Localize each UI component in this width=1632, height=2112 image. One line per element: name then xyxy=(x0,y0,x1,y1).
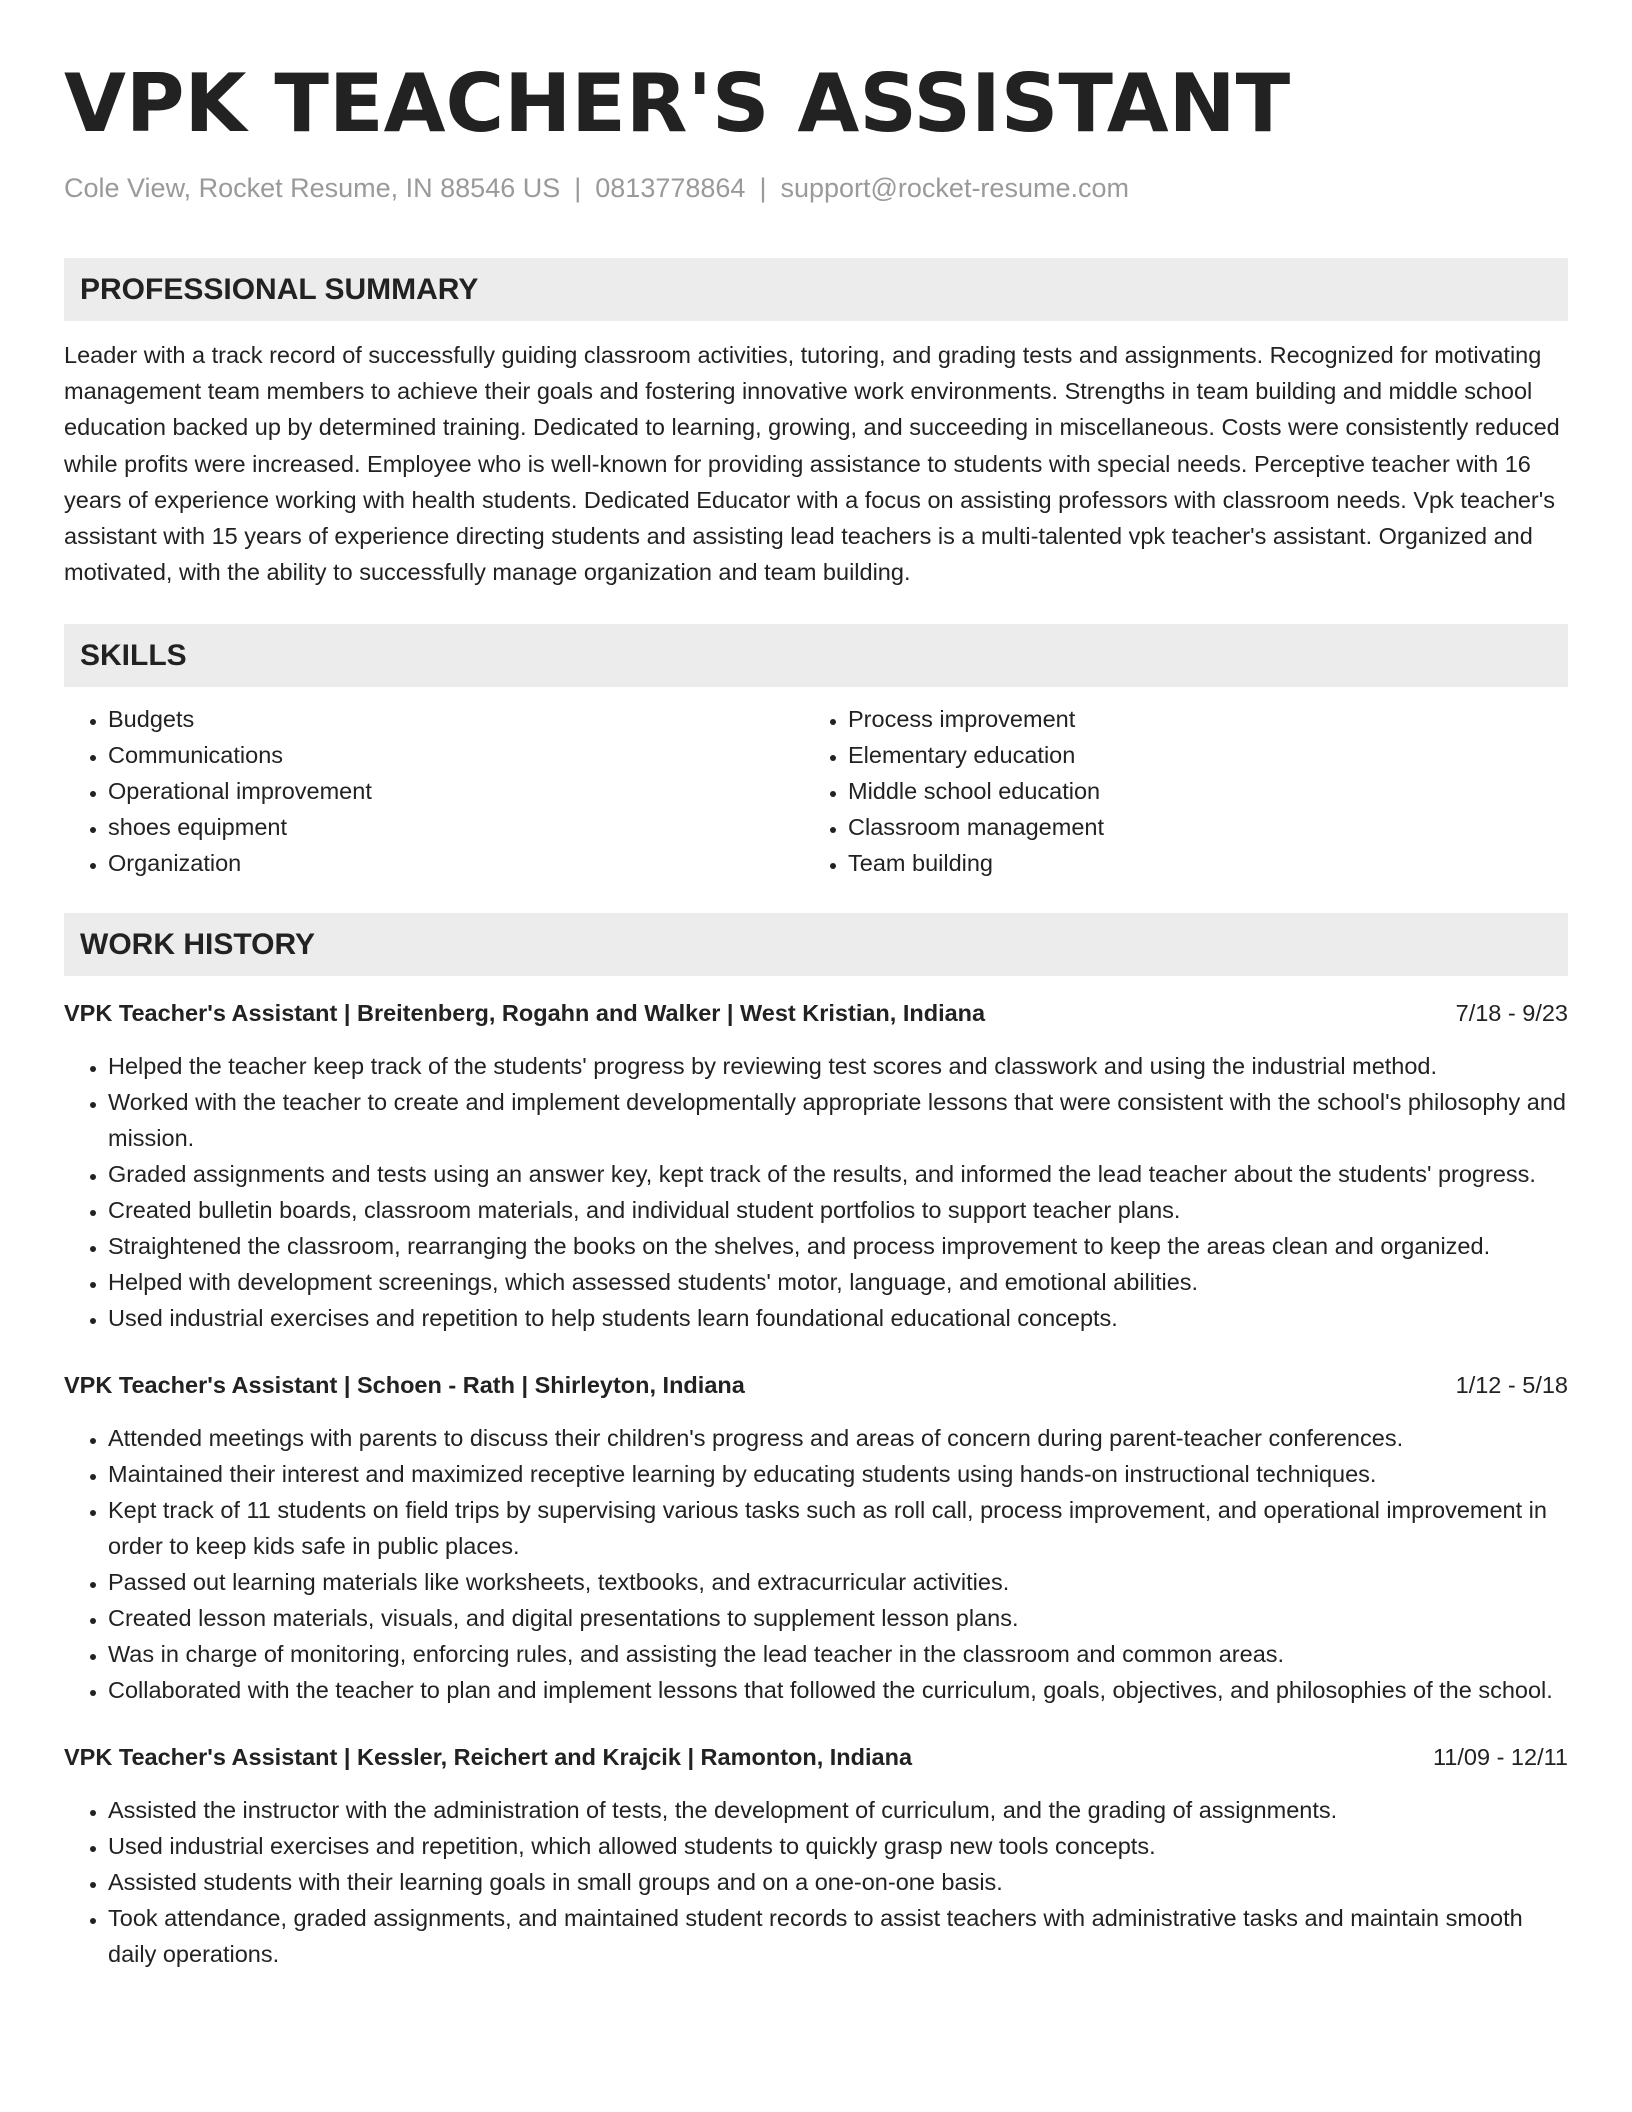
skill-item: • Elementary education xyxy=(848,737,1544,773)
job-bullet: • Kept track of 11 students on field trips by supervising various tasks such as roll call, process improvement, and operational improvement in order to keep kids safe in public places. xyxy=(108,1492,1568,1564)
job-dates: 1/12 - 5/18 xyxy=(1455,1372,1568,1399)
job-bullet: • Maintained their interest and maximized receptive learning by educating students using hands-on instructional techniques. xyxy=(108,1456,1568,1492)
contact-email[interactable]: support@rocket-resume.com xyxy=(780,173,1129,203)
job-bullet: • Graded assignments and tests using an answer key, kept track of the results, and informed the lead teacher about the students' progress. xyxy=(108,1156,1568,1192)
candidate-name: VPK TEACHER'S ASSISTANT xyxy=(64,57,1291,150)
job-bullets xyxy=(64,1420,1568,1708)
job-bullet: • Created bulletin boards, classroom materials, and individual student portfolios to support teacher plans. xyxy=(108,1192,1568,1228)
job-bullet: • Passed out learning materials like worksheets, textbooks, and extracurricular activities. xyxy=(108,1564,1568,1600)
job-bullet: • Used industrial exercises and repetition to help students learn foundational educational concepts. xyxy=(108,1300,1568,1336)
skill-item: • Communications xyxy=(108,737,804,773)
job-bullets xyxy=(64,1048,1568,1336)
job-bullet: • Assisted students with their learning goals in small groups and on a one-on-one basis. xyxy=(108,1864,1568,1900)
skill-item: • Budgets xyxy=(108,701,804,737)
skill-item: • shoes equipment xyxy=(108,809,804,845)
contact-phone: 0813778864 xyxy=(595,173,746,203)
job-title: VPK Teacher's Assistant | Breitenberg, Rogahn and Walker | West Kristian, Indiana xyxy=(64,1000,986,1027)
job-entry xyxy=(64,996,1568,1336)
job-entry xyxy=(64,1740,1568,1972)
job-bullet: • Assisted the instructor with the administration of tests, the development of curriculum, and the grading of assignments. xyxy=(108,1792,1568,1828)
job-bullet: • Took attendance, graded assignments, and maintained student records to assist teachers with administrative tasks and maintain smooth daily operations. xyxy=(108,1900,1568,1972)
job-header xyxy=(64,1740,1568,1774)
job-bullet: • Attended meetings with parents to discuss their children's progress and areas of concern during parent-teacher conferences. xyxy=(108,1420,1568,1456)
job-entry xyxy=(64,1368,1568,1708)
job-bullet: • Collaborated with the teacher to plan and implement lessons that followed the curriculum, goals, objectives, and philosophies of the school. xyxy=(108,1672,1568,1708)
skill-item: • Process improvement xyxy=(848,701,1544,737)
summary-text: Leader with a track record of successfully guiding classroom activities, tutoring, and grading tests and assignments. Recognized for motivating management team members to achieve their goals and fostering innovative work environments. Strengths in team building and middle school education backed up by determined training. Dedicated to learning, growing, and succeeding in miscellaneous. Costs were consistently reduced while profits were increased. Employee who is well-known for providing assistance to students with special needs. Perceptive teacher with 16 years of experience working with health students. Dedicated Educator with a focus on assisting professors with classroom needs. Vpk teacher's assistant with 15 years of experience directing students and assisting lead teachers is a multi-talented vpk teacher's assistant. Organized and motivated, with the ability to successfully manage organization and team building. xyxy=(64,342,1560,586)
skills-column-left xyxy=(64,701,804,881)
skills-column-right xyxy=(804,701,1544,881)
job-bullet: • Helped the teacher keep track of the students' progress by reviewing test scores and classwork and using the industrial method. xyxy=(108,1048,1568,1084)
work-history-heading: WORK HISTORY xyxy=(64,913,1568,976)
job-header xyxy=(64,1368,1568,1402)
summary-heading: PROFESSIONAL SUMMARY xyxy=(64,258,1568,321)
job-bullet: • Used industrial exercises and repetition, which allowed students to quickly grasp new tools concepts. xyxy=(108,1828,1568,1864)
job-bullet: • Was in charge of monitoring, enforcing rules, and assisting the lead teacher in the classroom and common areas. xyxy=(108,1636,1568,1672)
job-header xyxy=(64,996,1568,1030)
job-dates: 11/09 - 12/11 xyxy=(1432,1744,1568,1771)
contact-line xyxy=(64,170,1568,206)
contact-address: Cole View, Rocket Resume, IN 88546 US xyxy=(64,173,561,203)
job-bullet: • Straightened the classroom, rearranging the books on the shelves, and process improvement to keep the areas clean and organized. xyxy=(108,1228,1568,1264)
job-bullet: • Worked with the teacher to create and implement developmentally appropriate lessons that were consistent with the school's philosophy and mission. xyxy=(108,1084,1568,1156)
contact-separator: | xyxy=(574,173,582,203)
job-dates: 7/18 - 9/23 xyxy=(1455,1000,1568,1027)
job-bullets xyxy=(64,1792,1568,1972)
skills-heading: SKILLS xyxy=(64,624,1568,687)
job-title: VPK Teacher's Assistant | Kessler, Reichert and Krajcik | Ramonton, Indiana xyxy=(64,1744,913,1771)
skill-item: • Classroom management xyxy=(848,809,1544,845)
job-title: VPK Teacher's Assistant | Schoen - Rath | Shirleyton, Indiana xyxy=(64,1372,745,1399)
skill-item: • Organization xyxy=(108,845,804,881)
skill-item: • Middle school education xyxy=(848,773,1544,809)
skill-item: • Operational improvement xyxy=(108,773,804,809)
job-bullet: • Created lesson materials, visuals, and digital presentations to supplement lesson plans. xyxy=(108,1600,1568,1636)
job-bullet: • Helped with development screenings, which assessed students' motor, language, and emotional abilities. xyxy=(108,1264,1568,1300)
skill-item: • Team building xyxy=(848,845,1544,881)
skills-list xyxy=(64,701,1568,881)
contact-separator: | xyxy=(759,173,767,203)
